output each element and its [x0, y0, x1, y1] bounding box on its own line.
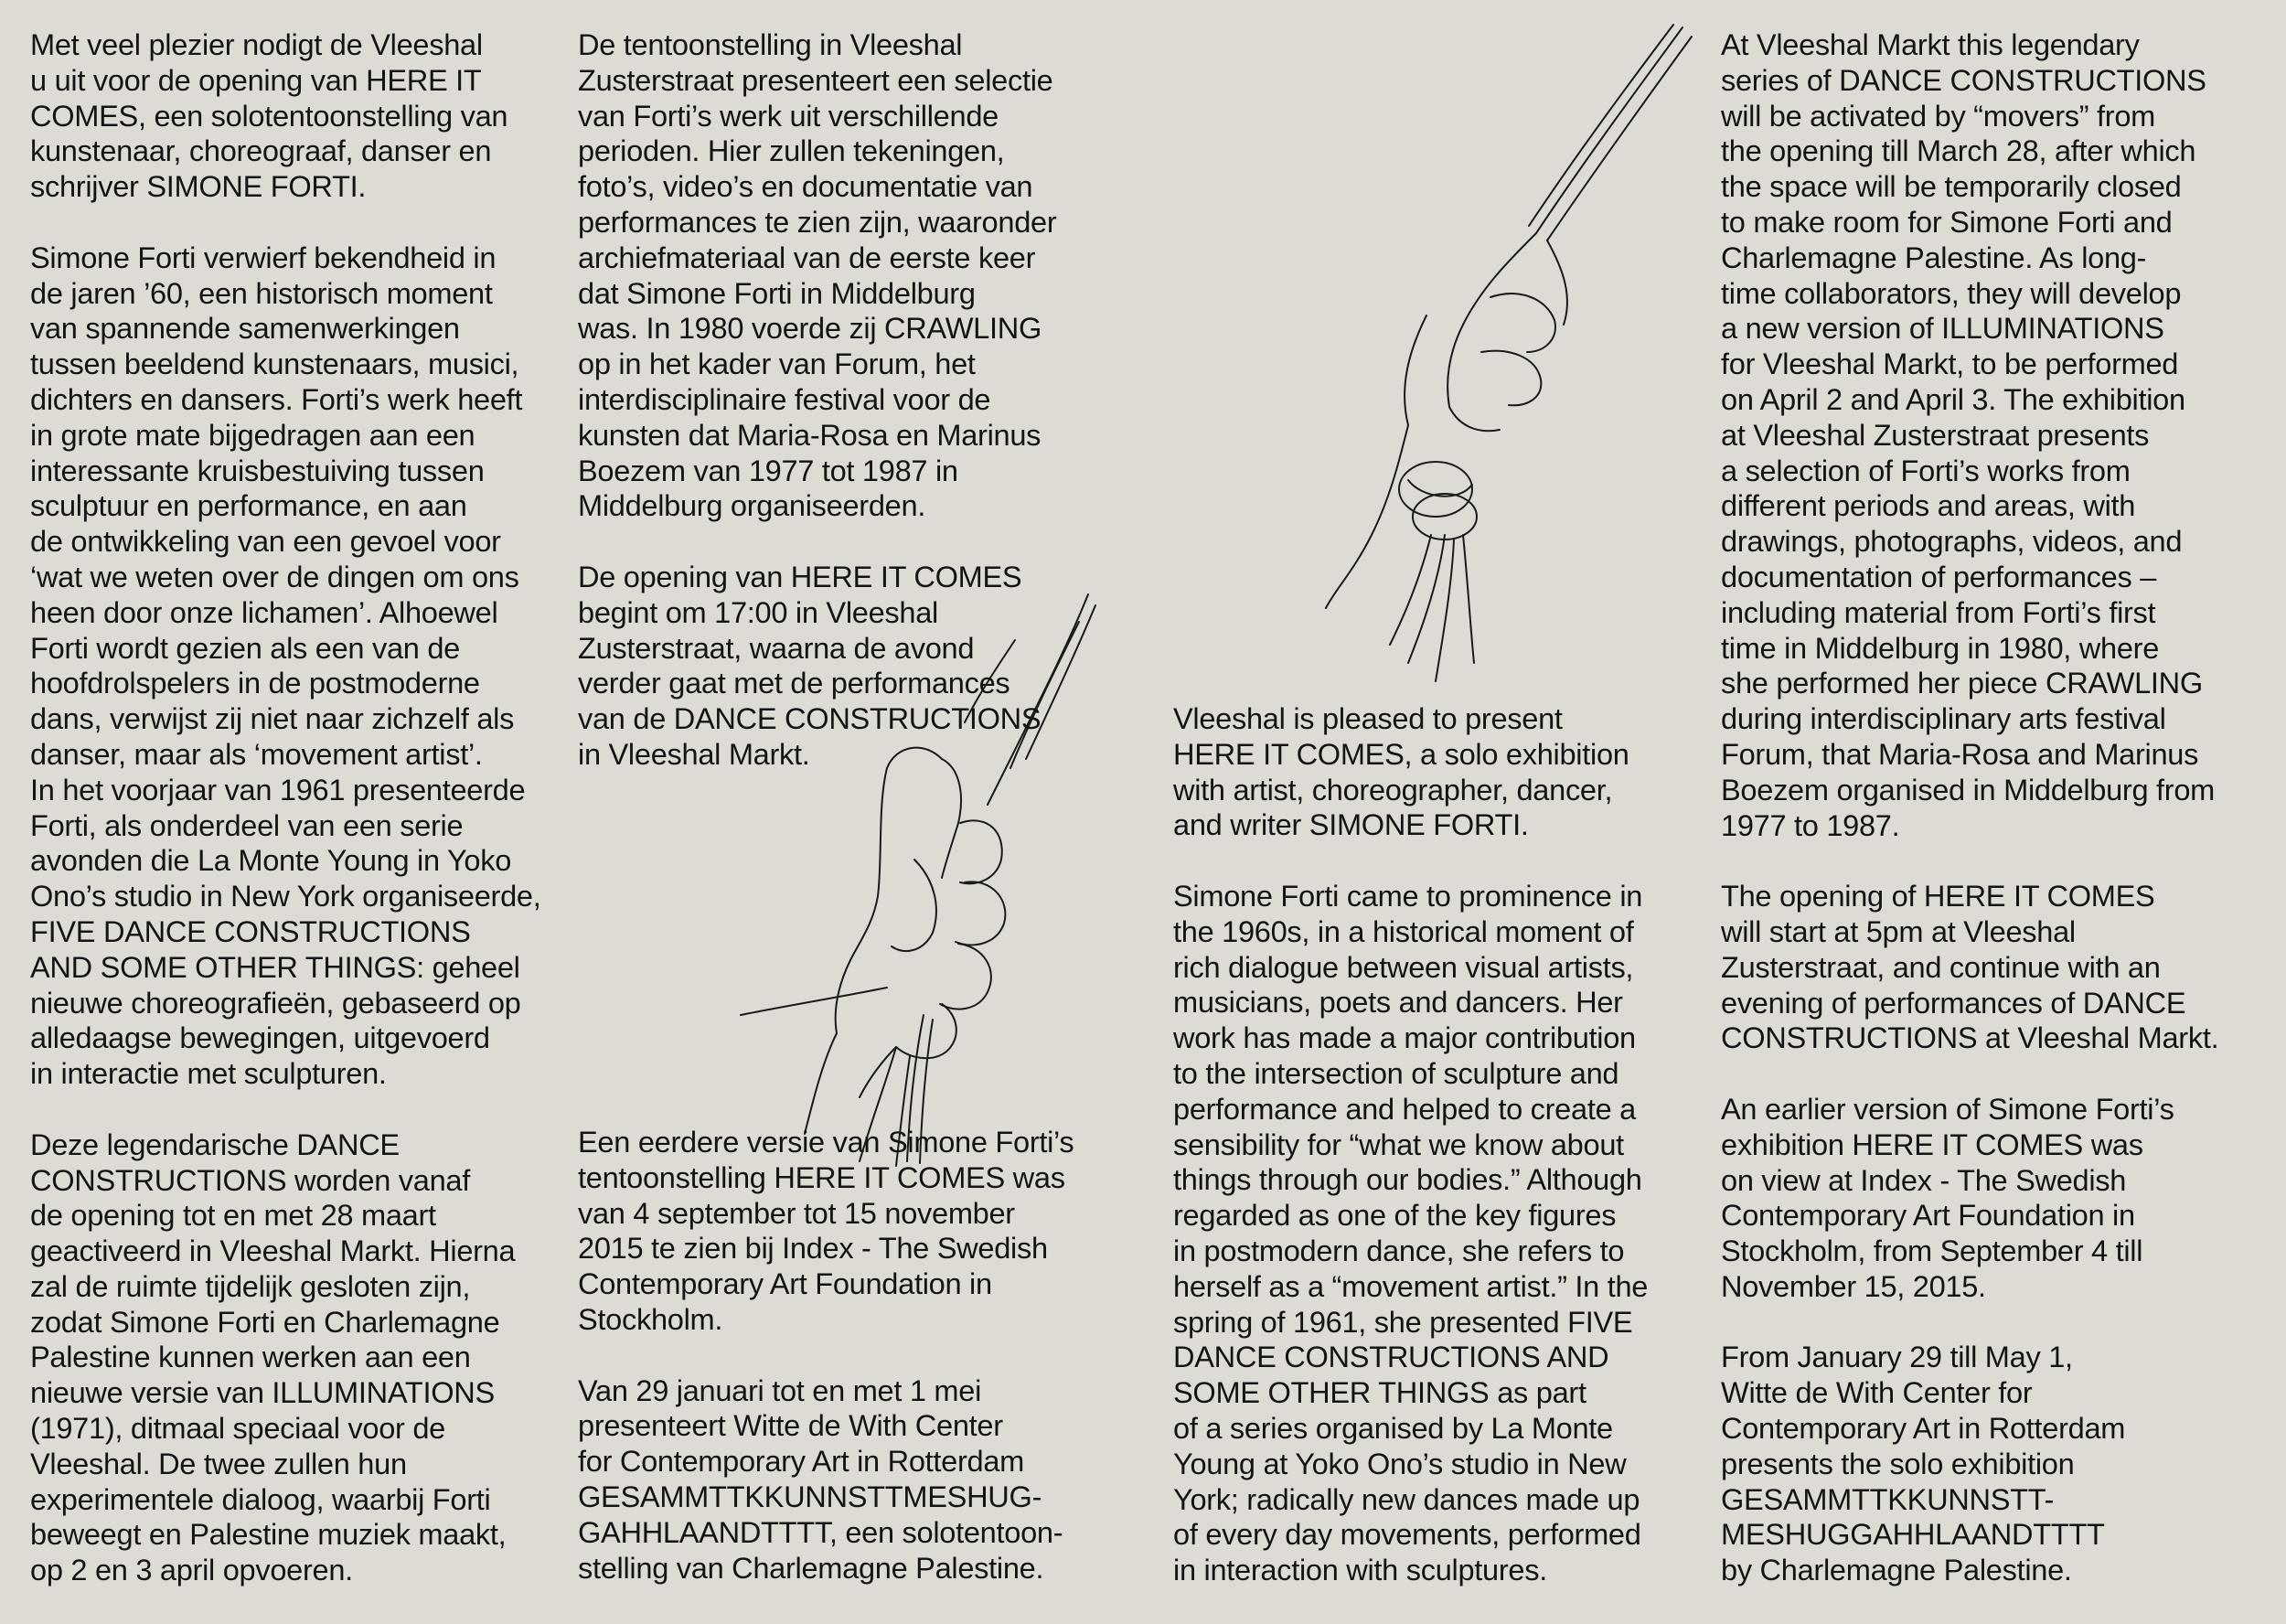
paragraph: From January 29 till May 1, Witte de With Center for Contemporary Art in Rotterdam presents the solo exhibition GESAMMTTKKUNNSTT- MESHUGGAHHLAANDTTTT by Charlemagne Palestine.	[1721, 1340, 2126, 1587]
dutch-column-1	[30, 27, 579, 1624]
paragraph: De tentoonstelling in Vleeshal Zusterstraat presenteert een selectie van Forti’s werk uit verschillende perioden. Hier zullen tekeningen, foto’s, video’s en documentatie van performances te zien zijn, waaronder archiefmateriaal van de eerste keer dat Simone Forti in Middelburg was. In 1980 voerde zij CRAWLING op in het kader van Forum, het interdisciplinaire festival voor de kunsten dat Maria-Rosa en Marinus Boezem van 1977 tot 1987 in Middelburg organiseerden.	[578, 27, 1057, 523]
english-column-1	[1173, 701, 1713, 1624]
dutch-column-2-bottom	[578, 1125, 1127, 1621]
paragraph: Simone Forti verwierf bekendheid in de jaren ’60, een historisch moment van spannende samenwerkingen tussen beeldend kunstenaars, musici, dichters en dansers. Forti’s werk heeft in grote mate bijgedragen aan een interessante kruisbestuiving tussen sculptuur en performance, en aan de ontwikkeling van een gevoel voor ‘wat we weten over de dingen om ons heen door onze lichamen’. Alhoewel Forti wordt gezien als een van de hoofdrolspelers in de postmoderne dans, verwijst zij niet naar zichzelf als danser, maar als ‘movement artist’. In het voorjaar van 1961 presenteerde Forti, als onderdeel van een serie avonden die La Monte Young in Yoko Ono’s studio in New York organiseerde, FIVE DANCE CONSTRUCTIONS AND SOME OTHER THINGS: geheel nieuwe choreografieën, gebaseerd op alledaagse bewegingen, uitgevoerd in interactie met sculpturen.	[30, 240, 541, 1091]
paragraph: Vleeshal is pleased to present HERE IT COMES, a solo exhibition with artist, choreographer, dancer, and writer SIMONE FORTI.	[1173, 701, 1629, 842]
paragraph: Van 29 januari tot en met 1 mei presenteert Witte de With Center for Contemporary Art in Rotterdam GESAMMTTKKUNNSTTMESHUG- GAHHLAANDTTTT, een solotentoon- stelling van Charlemagne Palestine.	[578, 1373, 1063, 1585]
paragraph: De opening van HERE IT COMES begint om 17:00 in Vleeshal Zusterstraat, waarna de avond verder gaat met de performances van de DANCE CONSTRUCTIONS in Vleeshal Markt.	[578, 559, 1042, 771]
paragraph: Simone Forti came to prominence in the 1960s, in a historical moment of rich dialogue between visual artists, musicians, poets and dancers. Her work has made a major contribution to the intersection of sculpture and performance and helped to create a sensibility for “what we know about things through our bodies.” Although regarded as one of the key figures in postmodern dance, she refers to herself as a “movement artist.” In the spring of 1961, she presented FIVE DANCE CONSTRUCTIONS AND SOME OTHER THINGS as part of a series organised by La Monte Young at Yoko Ono’s studio in New York; radically new dances made up of every day movements, performed in interaction with sculptures.	[1173, 878, 1649, 1587]
paragraph: An earlier version of Simone Forti’s exhibition HERE IT COMES was on view at Index - The Swedish Contemporary Art Foundation in Stockholm, from September 4 till November 15, 2015.	[1721, 1091, 2174, 1303]
paragraph: The opening of HERE IT COMES will start at 5pm at Vleeshal Zusterstraat, and continue with an evening of performances of DANCE CONSTRUCTIONS at Vleeshal Markt.	[1721, 879, 2219, 1055]
hand-rope-sketch-right	[1262, 23, 1701, 718]
paragraph: At Vleeshal Markt this legendary series of DANCE CONSTRUCTIONS will be activated by “movers” from the opening till March 28, after which the space will be temporarily closed to make room for Simone Forti and Charlemagne Palestine. As long- time collaborators, they will develop a new version of ILLUMINATIONS for Vleeshal Markt, to be performed on April 2 and April 3. The exhibition at Vleeshal Zusterstraat presents a selection of Forti’s works from different periods and areas, with drawings, photographs, videos, and documentation of performances – including material from Forti’s first time in Middelburg in 1980, where she performed her piece CRAWLING during interdisciplinary arts festival Forum, that Maria-Rosa and Marinus Boezem organised in Middelburg from 1977 to 1987.	[1721, 27, 2215, 842]
paragraph: Deze legendarische DANCE CONSTRUCTIONS worden vanaf de opening tot en met 28 maart geactiveerd in Vleeshal Markt. Hierna zal de ruimte tijdelijk gesloten zijn, zodat Simone Forti en Charlemagne Palestine kunnen werken aan een nieuwe versie van ILLUMINATIONS (1971), ditmaal speciaal voor de Vleeshal. De twee zullen hun experimentele dialoog, waarbij Forti beweegt en Palestine muziek maakt, op 2 en 3 april opvoeren.	[30, 1127, 516, 1587]
dutch-column-2-top	[578, 27, 1127, 808]
paragraph: Een eerdere versie van Simone Forti’s tentoonstelling HERE IT COMES was van 4 september tot 15 november 2015 te zien bij Index - The Swedish Contemporary Art Foundation in Stockholm.	[578, 1125, 1074, 1336]
paragraph: Met veel plezier nodigt de Vleeshal u uit voor de opening van HERE IT COMES, een solotentoonstelling van kunstenaar, choreograaf, danser en schrijver SIMONE FORTI.	[30, 27, 508, 204]
english-column-2	[1721, 27, 2270, 1624]
